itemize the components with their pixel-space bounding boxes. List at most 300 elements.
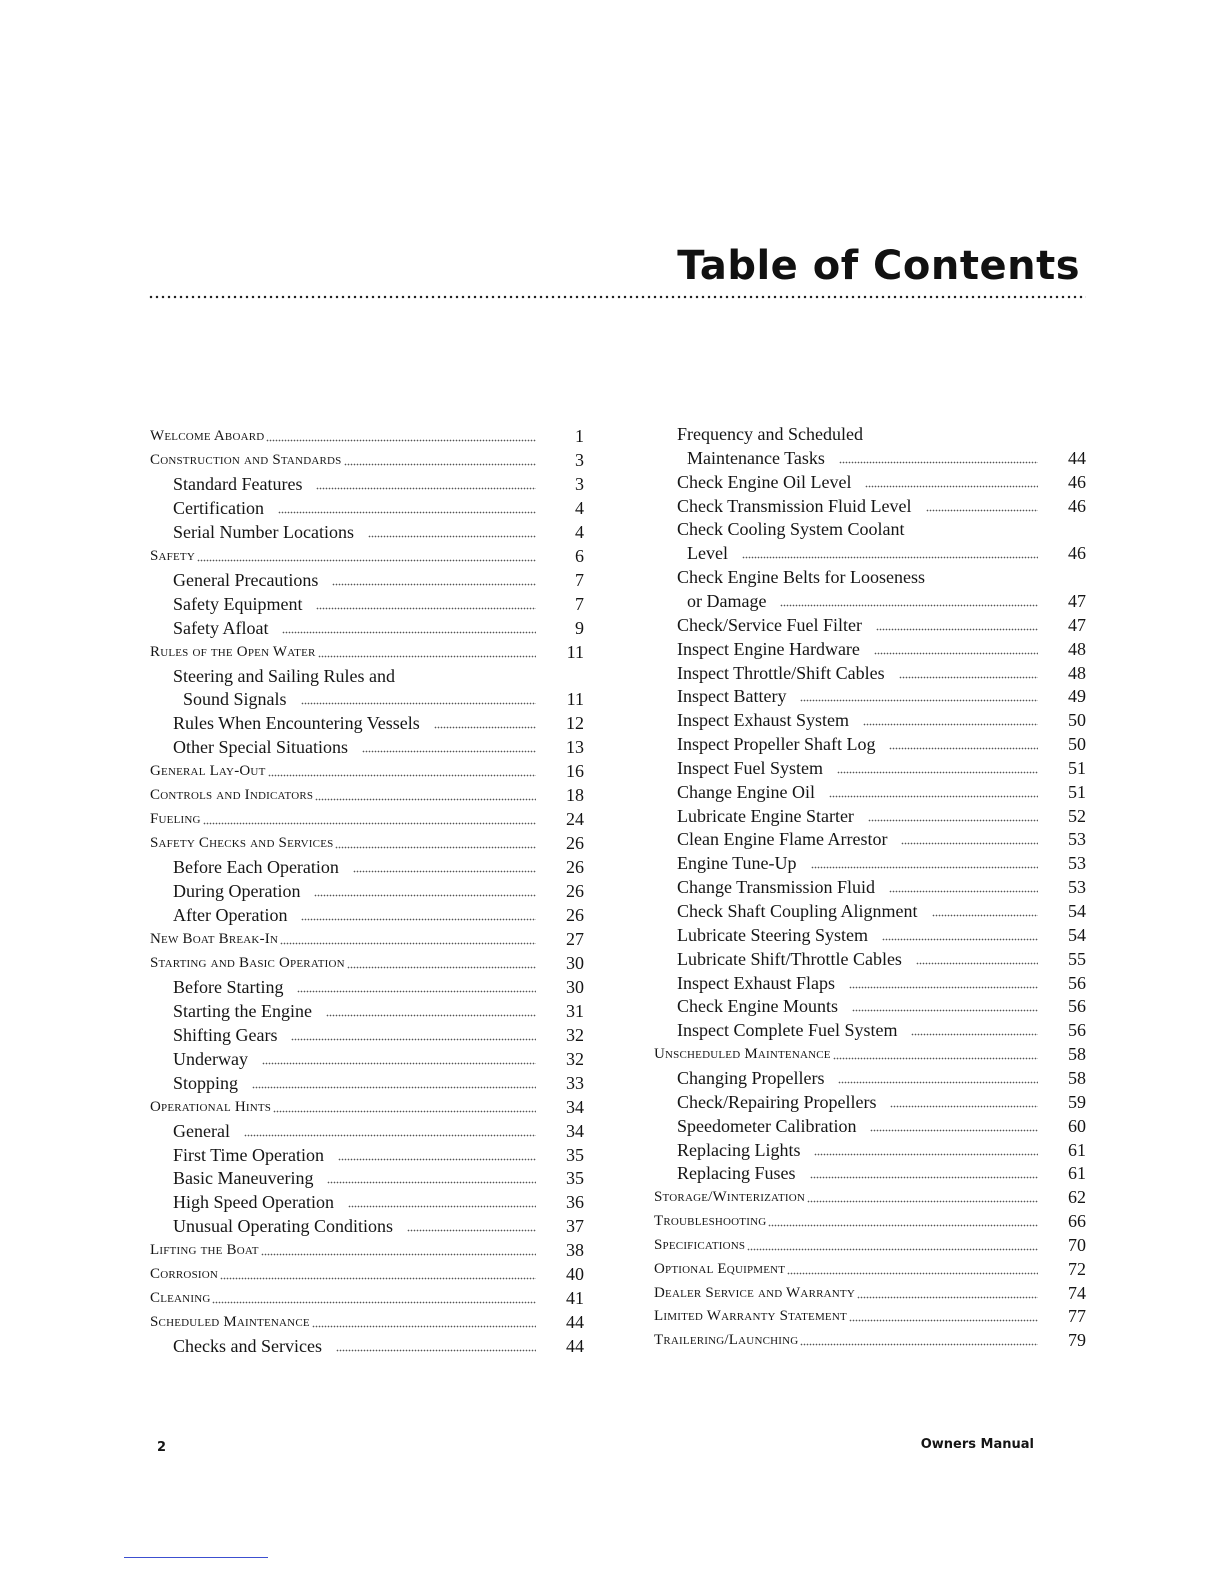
toc-entry-page: 53 — [1068, 877, 1086, 898]
toc-entry-page: 38 — [566, 1240, 584, 1261]
toc-entry-page: 61 — [1068, 1139, 1086, 1160]
toc-entry — [150, 1093, 584, 1117]
dot-leader — [197, 559, 536, 562]
toc-entry — [654, 1279, 1086, 1303]
toc-entry-title: Standard Features — [173, 473, 303, 494]
toc-entry — [654, 969, 1086, 993]
toc-entry-page: 18 — [566, 785, 584, 806]
toc-entry-title: Safety — [150, 547, 195, 564]
toc-entry-page: 60 — [1068, 1115, 1086, 1136]
toc-entry — [654, 945, 1086, 969]
toc-entry — [150, 925, 584, 949]
toc-entry — [150, 590, 584, 614]
footer-page-number: 2 — [157, 1440, 167, 1455]
dot-leader — [314, 894, 536, 897]
toc-entry-page: 50 — [1068, 710, 1086, 731]
toc-entry-page: 3 — [575, 449, 584, 470]
toc-entry-title: Inspect Fuel System — [677, 757, 823, 778]
toc-entry-title: During Operation — [173, 881, 301, 902]
toc-entry — [150, 949, 584, 973]
toc-entry-title: Shifting Gears — [173, 1024, 278, 1045]
dot-leader — [829, 795, 1038, 798]
toc-entry-page: 13 — [566, 737, 584, 758]
dot-leader — [335, 846, 536, 849]
toc-entry-page: 59 — [1068, 1091, 1086, 1112]
toc-entry-title: Check Shaft Coupling Alignment — [677, 901, 918, 921]
toc-entry-page: 33 — [566, 1072, 584, 1093]
toc-entry — [654, 515, 1086, 539]
toc-entry — [654, 754, 1086, 778]
toc-entry-page: 66 — [1068, 1211, 1086, 1232]
toc-entry-title: Before Each Operation — [173, 857, 339, 878]
dot-leader — [747, 1248, 1038, 1251]
toc-entry — [150, 662, 584, 686]
toc-entry-title: Check Transmission Fluid Level — [677, 495, 912, 516]
dot-leader — [326, 1014, 536, 1017]
toc-entry — [150, 685, 584, 709]
toc-entry — [654, 659, 1086, 683]
toc-entry-title: Inspect Exhaust Flaps — [677, 972, 835, 993]
dot-leader — [434, 726, 536, 729]
toc-entry-title: Replacing Lights — [677, 1139, 801, 1160]
toc-entry-page: 53 — [1068, 853, 1086, 874]
toc-entry-title: Other Special Situations — [173, 737, 348, 758]
toc-entry — [654, 1231, 1086, 1255]
toc-entry-page: 51 — [1068, 757, 1086, 778]
toc-entry-page: 35 — [566, 1144, 584, 1165]
toc-entry — [150, 518, 584, 542]
toc-entry-page: 24 — [566, 809, 584, 830]
toc-entry-page: 50 — [1068, 734, 1086, 755]
toc-entry — [150, 709, 584, 733]
toc-entry-page: 51 — [1068, 781, 1086, 802]
toc-entry-page: 49 — [1068, 686, 1086, 707]
toc-entry-page: 47 — [1068, 614, 1086, 635]
dot-leader — [838, 1081, 1038, 1084]
toc-entry-title: Safety Checks and Services — [150, 835, 334, 852]
toc-entry-page: 26 — [566, 881, 584, 902]
toc-entry-title: Engine Tune-Up — [677, 853, 797, 874]
dot-leader — [916, 962, 1038, 965]
toc-entry-title: Cleaning — [150, 1290, 211, 1307]
toc-entry-page: 7 — [575, 593, 584, 614]
toc-entry-page: 30 — [566, 952, 584, 973]
dot-leader — [252, 1086, 536, 1089]
dot-leader — [316, 487, 536, 490]
toc-entry — [150, 829, 584, 853]
toc-entry — [654, 611, 1086, 635]
toc-entry — [654, 1040, 1086, 1064]
page-title: Table of Contents — [677, 243, 1080, 289]
toc-entry-page: 48 — [1068, 638, 1086, 659]
toc-entry-title: Clean Engine Flame Arrestor — [677, 829, 888, 850]
toc-entry — [150, 1284, 584, 1308]
toc-entry-title: Starting the Engine — [173, 1000, 312, 1021]
toc-entry-page: 58 — [1068, 1044, 1086, 1065]
dot-leader — [278, 511, 536, 514]
toc-entry — [654, 706, 1086, 730]
toc-entry-title: Unusual Operating Conditions — [173, 1216, 393, 1237]
toc-entry-page: 34 — [566, 1096, 584, 1117]
footer-manual-label: Owners Manual — [920, 1437, 1034, 1452]
toc-entry — [654, 1207, 1086, 1231]
dot-leader — [368, 535, 536, 538]
dot-leader — [849, 1319, 1038, 1322]
toc-entry-page: 36 — [566, 1192, 584, 1213]
toc-entry — [654, 1088, 1086, 1112]
toc-entry-title: Storage/Winterization — [654, 1189, 806, 1206]
toc-entry-title: Inspect Complete Fuel System — [677, 1020, 898, 1041]
toc-entry — [654, 563, 1086, 587]
dot-leader — [890, 1105, 1038, 1108]
toc-entry — [654, 1255, 1086, 1279]
dot-leader — [348, 1205, 536, 1208]
dot-leader — [863, 723, 1038, 726]
toc-entry-page: 11 — [566, 689, 584, 710]
dot-leader — [297, 990, 536, 993]
toc-entry-title: Change Transmission Fluid — [677, 877, 876, 898]
toc-entry-title: General — [173, 1120, 230, 1141]
dot-leader — [889, 890, 1038, 893]
toc-entry-page: 46 — [1068, 495, 1086, 516]
dot-leader — [742, 556, 1038, 559]
toc-entry-page: 16 — [566, 761, 584, 782]
toc-entry-page: 48 — [1068, 662, 1086, 683]
toc-entry — [150, 733, 584, 757]
toc-entry-title: General Lay-Out — [150, 763, 266, 780]
dot-leader — [768, 1224, 1038, 1227]
toc-entry — [150, 1045, 584, 1069]
toc-entry — [150, 1117, 584, 1141]
dot-leader — [316, 607, 536, 610]
dot-leader — [787, 1272, 1038, 1275]
toc-entry — [150, 757, 584, 781]
toc-entry-title: Inspect Exhaust System — [677, 710, 849, 731]
dot-leader — [301, 702, 536, 705]
title-dotted-rule — [148, 295, 1086, 299]
toc-entry-title: First Time Operation — [173, 1144, 325, 1165]
toc-entry — [654, 849, 1086, 873]
dot-leader — [280, 942, 536, 945]
toc-entry-page: 40 — [566, 1264, 584, 1285]
toc-entry — [654, 921, 1086, 945]
toc-entry — [654, 825, 1086, 849]
toc-entry-page: 41 — [566, 1288, 584, 1309]
toc-entry — [654, 587, 1086, 611]
toc-entry-title: Lubricate Shift/Throttle Cables — [677, 948, 902, 969]
dot-leader — [336, 1349, 536, 1352]
dot-leader — [865, 485, 1038, 488]
dot-leader — [868, 819, 1038, 822]
toc-entry-page: 11 — [566, 641, 584, 662]
dot-leader — [282, 631, 536, 634]
dot-leader — [899, 676, 1038, 679]
toc-entry — [654, 1016, 1086, 1040]
toc-entry-page: 4 — [575, 497, 584, 518]
dot-leader — [312, 1325, 536, 1328]
dot-leader — [882, 938, 1038, 941]
toc-entry-title: General Precautions — [173, 569, 319, 590]
toc-entry — [150, 1188, 584, 1212]
toc-entry-title: Inspect Propeller Shaft Log — [677, 734, 876, 755]
toc-entry-page: 4 — [575, 521, 584, 542]
dot-leader — [407, 1229, 536, 1232]
toc-entry-title: Certification — [173, 497, 264, 518]
toc-entry-title: Underway — [173, 1048, 248, 1069]
dot-leader — [273, 1110, 536, 1113]
dot-leader — [344, 463, 536, 466]
dot-leader — [220, 1277, 536, 1280]
dot-leader — [874, 652, 1038, 655]
dot-leader — [212, 1301, 536, 1304]
toc-entry-page: 3 — [575, 473, 584, 494]
toc-entry-title: Dealer Service and Warranty — [654, 1284, 855, 1301]
toc-entry-page: 34 — [566, 1120, 584, 1141]
dot-leader — [889, 747, 1038, 750]
toc-entry-page: 32 — [566, 1048, 584, 1069]
dot-leader — [811, 866, 1038, 869]
dot-leader — [810, 1176, 1039, 1179]
toc-entry — [654, 682, 1086, 706]
toc-entry-title: After Operation — [173, 905, 288, 925]
dot-leader — [870, 1129, 1038, 1132]
toc-entry — [654, 1183, 1086, 1207]
toc-entry-title: Corrosion — [150, 1266, 219, 1283]
toc-entry-page: 46 — [1068, 543, 1086, 564]
toc-entry — [150, 1260, 584, 1284]
toc-entry — [150, 853, 584, 877]
toc-entry-title: Safety Afloat — [173, 617, 269, 638]
dot-leader — [362, 750, 536, 753]
toc-entry — [654, 1064, 1086, 1088]
toc-entry-title: Sound Signals — [183, 689, 287, 710]
toc-entry-title: Lubricate Engine Starter — [677, 805, 854, 826]
dot-leader — [347, 966, 536, 969]
toc-entry-page: 44 — [566, 1336, 584, 1357]
toc-entry-title: Steering and Sailing Rules and — [173, 665, 395, 686]
toc-entry-page: 12 — [566, 713, 584, 734]
toc-entry-page: 26 — [566, 905, 584, 925]
dot-leader — [814, 1153, 1038, 1156]
dot-leader — [876, 628, 1038, 631]
toc-entry — [150, 542, 584, 566]
toc-entry — [150, 566, 584, 590]
toc-entry — [654, 635, 1086, 659]
toc-entry — [150, 638, 584, 662]
toc-entry-title: Inspect Engine Hardware — [677, 638, 860, 659]
toc-entry-title: Check/Service Fuel Filter — [677, 614, 862, 635]
toc-entry-page: 62 — [1068, 1187, 1086, 1208]
toc-entry-page: 30 — [566, 976, 584, 997]
toc-entry-page: 26 — [566, 857, 584, 878]
dot-leader — [318, 655, 536, 658]
toc-entry-title: Rules When Encountering Vessels — [173, 713, 420, 734]
toc-entry — [654, 468, 1086, 492]
toc-entry-title: Serial Number Locations — [173, 521, 354, 542]
toc-entry — [654, 897, 1086, 921]
toc-entry-title: Starting and Basic Operation — [150, 954, 345, 971]
toc-entry — [654, 873, 1086, 897]
toc-entry-title: Safety Equipment — [173, 593, 303, 614]
toc-entry-page: 52 — [1068, 805, 1086, 826]
toc-entry-page: 56 — [1068, 996, 1086, 1017]
dot-leader — [203, 822, 536, 825]
dot-leader — [932, 914, 1039, 917]
toc-entry-page: 27 — [566, 928, 584, 949]
toc-entry-title: New Boat Break-In — [150, 930, 279, 947]
toc-entry-page: 9 — [575, 617, 584, 638]
toc-entry — [150, 422, 584, 446]
toc-entry — [150, 1308, 584, 1332]
toc-entry-page: 79 — [1068, 1330, 1086, 1351]
toc-entry-title: Changing Propellers — [677, 1067, 825, 1088]
dot-leader — [837, 771, 1038, 774]
toc-entry-title: Replacing Fuses — [677, 1163, 796, 1184]
toc-entry-title: Operational Hints — [150, 1098, 272, 1115]
dot-leader — [268, 774, 537, 777]
toc-entry-page: 44 — [1068, 447, 1086, 468]
toc-entry-page: 54 — [1068, 924, 1086, 945]
toc-entry — [150, 446, 584, 470]
toc-entry-title: Check Engine Mounts — [677, 996, 838, 1017]
toc-entry — [654, 1326, 1086, 1350]
toc-entry — [150, 1236, 584, 1260]
toc-entry-page: 56 — [1068, 1020, 1086, 1041]
dot-leader — [338, 1158, 536, 1161]
dot-leader — [332, 583, 536, 586]
toc-entry — [654, 730, 1086, 754]
toc-entry-title: Unscheduled Maintenance — [654, 1046, 831, 1063]
dot-leader — [800, 699, 1038, 702]
toc-entry-title: Checks and Services — [173, 1336, 322, 1357]
toc-entry — [150, 470, 584, 494]
toc-entry-page: 26 — [566, 833, 584, 854]
toc-entry — [150, 997, 584, 1021]
toc-entry — [654, 1302, 1086, 1326]
toc-entry-title: Check Engine Oil Level — [677, 471, 852, 492]
toc-entry-page: 58 — [1068, 1067, 1086, 1088]
toc-entry — [654, 492, 1086, 516]
dot-leader — [266, 439, 536, 442]
dot-leader — [852, 1009, 1038, 1012]
toc-entry-page: 44 — [566, 1312, 584, 1333]
bottom-rule — [124, 1557, 268, 1558]
toc-entry-title: Controls and Indicators — [150, 787, 314, 804]
toc-entry-title: Frequency and Scheduled — [677, 424, 863, 444]
toc-entry — [150, 877, 584, 901]
toc-entry-page: 37 — [566, 1216, 584, 1237]
toc-entry-page: 7 — [575, 569, 584, 590]
toc-entry — [150, 1212, 584, 1236]
toc-entry-title: Specifications — [654, 1236, 746, 1253]
toc-entry-page: 46 — [1068, 471, 1086, 492]
toc-entry — [654, 444, 1086, 468]
toc-entry-title: Inspect Throttle/Shift Cables — [677, 662, 885, 683]
toc-entry-title: Fueling — [150, 811, 201, 828]
toc-entry-page: 53 — [1068, 829, 1086, 850]
dot-leader — [261, 1253, 536, 1256]
toc-entry-title: Welcome Aboard — [150, 428, 265, 444]
toc-entry — [654, 778, 1086, 802]
toc-entry-title: Troubleshooting — [654, 1213, 767, 1230]
toc-entry-title: or Damage — [687, 590, 767, 611]
toc-entry-title: Check Engine Belts for Looseness — [677, 567, 925, 588]
toc-entry-title: Optional Equipment — [654, 1260, 786, 1277]
dot-leader — [800, 1343, 1038, 1346]
toc-entry — [150, 781, 584, 805]
toc-entry-title: Scheduled Maintenance — [150, 1314, 310, 1331]
toc-entry-title: Check Cooling System Coolant — [677, 519, 905, 540]
toc-entry-title: Lubricate Steering System — [677, 924, 868, 945]
toc-entry — [150, 901, 584, 925]
dot-leader — [291, 1038, 536, 1041]
dot-leader — [327, 1181, 536, 1184]
toc-entry-page: 56 — [1068, 972, 1086, 993]
toc-entry-page: 55 — [1068, 948, 1086, 969]
dot-leader — [839, 461, 1038, 464]
dot-leader — [849, 986, 1038, 989]
dot-leader — [315, 798, 536, 801]
toc-entry — [150, 805, 584, 829]
toc-entry-title: Basic Maneuvering — [173, 1168, 314, 1189]
toc-entry-page: 31 — [566, 1000, 584, 1021]
toc-entry — [654, 1136, 1086, 1160]
toc-entry-title: Before Starting — [173, 976, 284, 997]
toc-entry-title: Stopping — [173, 1072, 239, 1093]
dot-leader — [926, 509, 1038, 512]
toc-entry-title: Construction and Standards — [150, 451, 342, 468]
toc-entry — [150, 973, 584, 997]
toc-entry — [150, 614, 584, 638]
dot-leader — [807, 1200, 1038, 1203]
toc-entry-page: 47 — [1068, 590, 1086, 611]
toc-entry-title: Rules of the Open Water — [150, 643, 316, 660]
dot-leader — [301, 918, 536, 921]
toc-entry-page: 35 — [566, 1168, 584, 1189]
toc-entry — [150, 1021, 584, 1045]
toc-entry-page: 6 — [575, 545, 584, 566]
toc-entry-title: Trailering/Launching — [654, 1332, 799, 1349]
toc-entry-title: Check/Repairing Propellers — [677, 1091, 877, 1112]
toc-entry-title: Lifting the Boat — [150, 1242, 259, 1259]
dot-leader — [262, 1062, 536, 1065]
dot-leader — [857, 1296, 1038, 1299]
toc-entry — [150, 494, 584, 518]
toc-entry — [150, 1164, 584, 1188]
toc-entry-page: 77 — [1068, 1306, 1086, 1327]
toc-entry-title: High Speed Operation — [173, 1192, 334, 1213]
toc-entry-title: Speedometer Calibration — [677, 1115, 857, 1136]
toc-entry-page: 54 — [1068, 901, 1086, 921]
toc-entry-page: 70 — [1068, 1234, 1086, 1255]
toc-entry-page: 61 — [1068, 1163, 1086, 1184]
toc-entry — [150, 1069, 584, 1093]
toc-entry-page: 74 — [1068, 1282, 1086, 1303]
toc-entry — [654, 539, 1086, 563]
toc-entry-page: 72 — [1068, 1258, 1086, 1279]
toc-entry-title: Maintenance Tasks — [687, 447, 825, 468]
toc-entry-title: Change Engine Oil — [677, 781, 815, 802]
toc-entry — [654, 992, 1086, 1016]
dot-leader — [780, 604, 1038, 607]
dot-leader — [833, 1057, 1038, 1060]
toc-entry — [150, 1332, 584, 1356]
toc-entry — [654, 1159, 1086, 1183]
toc-entry-title: Level — [687, 543, 728, 564]
dot-leader — [353, 870, 536, 873]
toc-entry — [150, 1141, 584, 1165]
dot-leader — [911, 1033, 1038, 1036]
